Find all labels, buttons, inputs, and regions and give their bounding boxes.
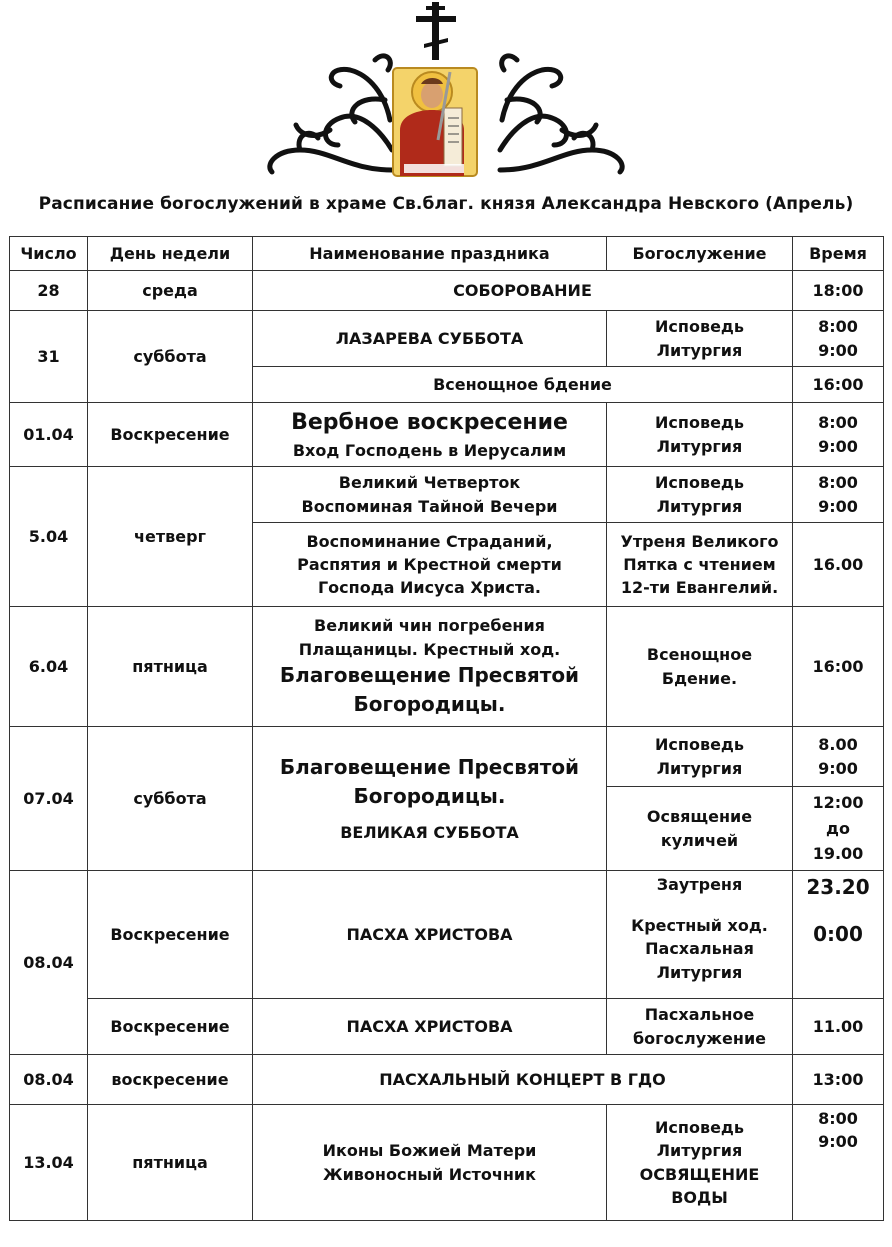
feast-line: Богородицы. [353,691,506,716]
service-cell [607,403,793,467]
feast-cell [253,523,607,607]
date-cell: 28 [10,271,88,311]
date-cell: 13.04 [10,1105,88,1221]
time-cell [793,871,884,999]
table-header-row [10,237,884,271]
date-cell: 31 [10,311,88,403]
service-line: Пасхальная [645,939,754,959]
service-line: ОСВЯЩЕНИЕ [639,1164,760,1184]
feast-line: Иконы Божией Матери [322,1141,537,1161]
feast-line: Воспоминание Страданий, [306,531,553,551]
day-cell: суббота [88,727,253,871]
service-cell [607,467,793,523]
saint-icon [393,68,477,176]
service-line: Всенощное [646,645,753,665]
service-line: ВОДЫ [671,1187,728,1207]
service-cell [607,727,793,787]
day-cell: пятница [88,1105,253,1221]
time-line: до [826,818,850,838]
service-line: Освящение [646,807,753,827]
time-cell [793,1105,884,1221]
time-cell [793,727,884,787]
time-line: 9:00 [818,436,858,456]
header-ornament [0,0,892,185]
service-cell [607,999,793,1055]
time-line: 19.00 [812,844,864,864]
feast-line: ВЕЛИКАЯ СУББОТА [340,822,519,842]
feast-cell [253,467,607,523]
day-cell: Воскресение [88,999,253,1055]
feast-line: Плащаницы. Крестный ход. [298,639,561,659]
feast-cell [253,1105,607,1221]
time-line: 9:00 [818,758,858,778]
day-cell: пятница [88,607,253,727]
time-cell: 18:00 [793,271,884,311]
service-line: Бдение. [661,668,738,688]
service-line: Исповедь [655,413,744,433]
table-row [10,311,884,367]
service-cell [607,1105,793,1221]
date-cell: 01.04 [10,403,88,467]
time-cell: 11.00 [793,999,884,1055]
time-cell [793,787,884,871]
column-header: Время [793,237,884,271]
service-line: Пятка с чтением [623,554,776,574]
feast-line: Великий Четверток [338,473,521,493]
time-cell [793,467,884,523]
feast-line: Господа Иисуса Христа. [317,578,541,598]
ornament-graphic [0,0,892,185]
left-scroll-ornament [270,56,392,172]
schedule-table [9,236,884,1221]
time-line: 9:00 [818,1132,858,1152]
service-line: Заутреня [656,875,743,894]
time-line: 8:00 [818,473,858,493]
service-line: куличей [660,830,739,850]
table-row [10,1105,884,1221]
time-line: 9:00 [818,496,858,516]
time-cell [793,403,884,467]
time-line: 8:00 [818,317,858,337]
feast-line: Вход Господень в Иерусалим [292,440,567,460]
time-cell: 16.00 [793,523,884,607]
table-row [10,403,884,467]
day-cell: воскресение [88,1055,253,1105]
service-cell [607,787,793,871]
right-scroll-ornament [500,56,622,172]
feast-cell: ПАСХАЛЬНЫЙ КОНЦЕРТ В ГДО [253,1055,793,1105]
feast-cell [253,607,607,727]
day-cell: среда [88,271,253,311]
service-line: Исповедь [655,473,744,493]
day-cell: Воскресение [88,871,253,999]
date-cell: 6.04 [10,607,88,727]
feast-cell: ПАСХА ХРИСТОВА [253,999,607,1055]
feast-line: Распятия и Крестной смерти [297,554,562,574]
table-row [10,999,884,1055]
day-cell: четверг [88,467,253,607]
table-row [10,607,884,727]
column-header: Число [10,237,88,271]
time-cell [793,311,884,367]
service-cell [607,311,793,367]
feast-line: Воспоминая Тайной Вечери [301,496,558,516]
time-line: 8:00 [818,413,858,433]
service-cell [607,523,793,607]
service-cell [607,871,793,999]
time-line: 12:00 [812,793,864,813]
time-cell: 13:00 [793,1055,884,1105]
service-line: Литургия [656,758,743,778]
column-header: Богослужение [607,237,793,271]
service-cell [607,607,793,727]
service-line: Литургия [656,436,743,456]
service-line: Исповедь [655,1118,744,1138]
service-line: Пасхальное [644,1005,755,1025]
table-row [10,467,884,523]
orthodox-cross-icon [416,2,456,60]
service-line: Исповедь [655,735,744,755]
day-cell: суббота [88,311,253,403]
service-line: богослужение [632,1028,767,1048]
date-cell: 5.04 [10,467,88,607]
page-title: Расписание богослужений в храме Св.благ. князя Александра Невского (Апрель) [38,194,854,214]
time-line: 0:00 [813,922,863,946]
time-line: 8:00 [818,1109,858,1128]
time-cell: 16:00 [793,367,884,403]
feast-line: Богородицы. [353,783,506,808]
day-cell: Воскресение [88,403,253,467]
table-row [10,727,884,787]
feast-cell: ПАСХА ХРИСТОВА [253,871,607,999]
service-line: Литургия [656,962,743,982]
feast-cell: ЛАЗАРЕВА СУББОТА [253,311,607,367]
time-line: 8.00 [818,735,858,755]
column-header: День недели [88,237,253,271]
time-line: 9:00 [818,340,858,360]
vigil-cell: Всенощное бдение [253,367,793,403]
feast-line: Благовещение Пресвятой [279,754,580,779]
service-line: Исповедь [655,317,744,337]
date-cell: 08.04 [10,871,88,1055]
table-row [10,871,884,999]
feast-cell: СОБОРОВАНИЕ [253,271,793,311]
column-header: Наименование праздника [253,237,607,271]
feast-line: Великий чин погребения [314,616,545,636]
table-row [10,271,884,311]
service-line: Крестный ход. [631,916,768,936]
table-row [10,1055,884,1105]
service-line: Утреня Великого [620,531,779,551]
feast-line: Вербное воскресение [291,409,568,435]
feast-line: Благовещение Пресвятой [279,662,580,687]
time-cell: 16:00 [793,607,884,727]
service-line: Литургия [656,340,743,360]
date-cell: 07.04 [10,727,88,871]
feast-cell [253,403,607,467]
service-line: Литургия [656,1141,743,1161]
date-cell: 08.04 [10,1055,88,1105]
service-line: 12-ти Евангелий. [620,578,779,598]
feast-line: Живоносный Источник [323,1164,536,1184]
service-line: Литургия [656,496,743,516]
time-line: 23.20 [806,875,870,899]
feast-cell [253,727,607,871]
